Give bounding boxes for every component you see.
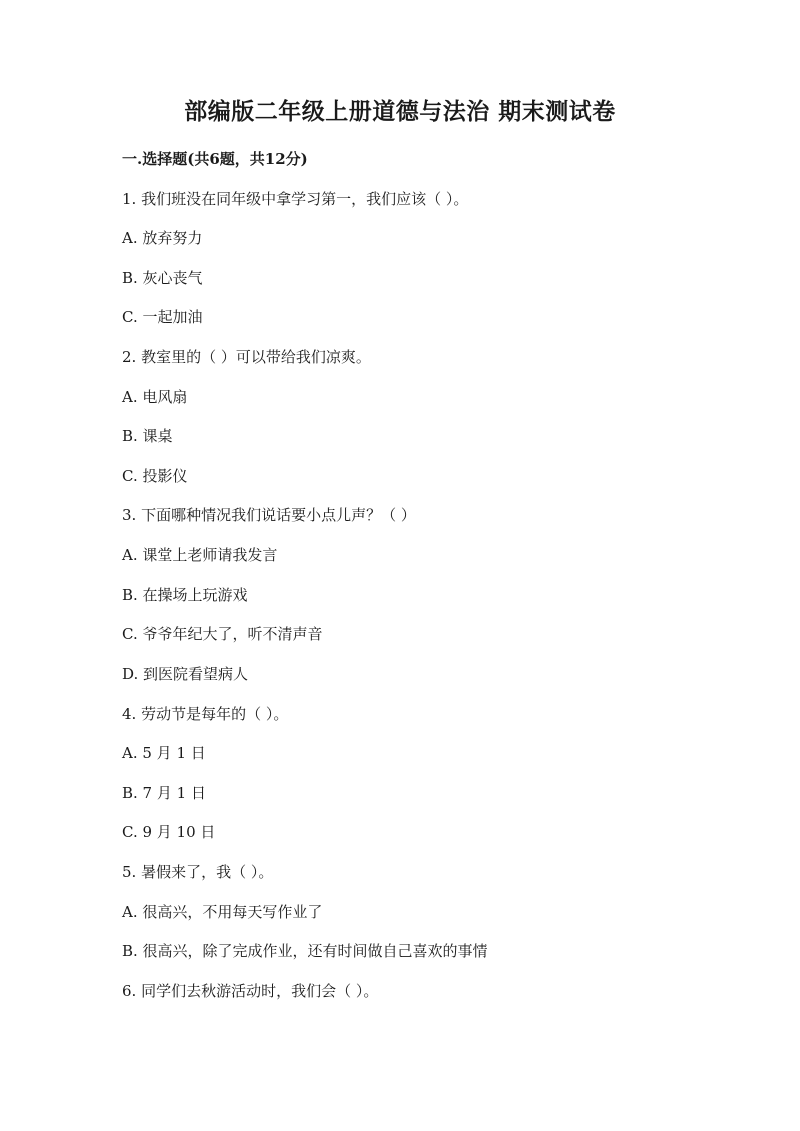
question-1: 1. 我们班没在同年级中拿学习第一，我们应该（ ）。 bbox=[122, 190, 469, 208]
option-line: C. 爷爷年纪大了，听不清声音 bbox=[122, 625, 323, 643]
option-line: D. 到医院看望病人 bbox=[122, 665, 249, 683]
option-line: A. 5 月 1 日 bbox=[122, 744, 206, 762]
section-heading: 一.选择题(共6题，共12分) bbox=[122, 150, 308, 168]
question-6: 6. 同学们去秋游活动时，我们会（ ）。 bbox=[122, 982, 379, 1000]
option-line: A. 课堂上老师请我发言 bbox=[122, 546, 278, 564]
option-line: C. 投影仪 bbox=[122, 467, 188, 485]
option-line: B. 在操场上玩游戏 bbox=[122, 586, 248, 604]
option-line: B. 7 月 1 日 bbox=[122, 784, 206, 802]
option-line: B. 灰心丧气 bbox=[122, 269, 203, 287]
option-line: C. 一起加油 bbox=[122, 308, 203, 326]
exam-title: 部编版二年级上册道德与法治 期末测试卷 bbox=[184, 98, 616, 125]
option-line: A. 电风扇 bbox=[122, 388, 188, 406]
question-3: 3. 下面哪种情况我们说话要小点儿声？（ ） bbox=[122, 506, 416, 524]
question-4: 4. 劳动节是每年的（ ）。 bbox=[122, 705, 289, 723]
option-line: A. 很高兴，不用每天写作业了 bbox=[122, 903, 323, 921]
question-2: 2. 教室里的（ ）可以带给我们凉爽。 bbox=[122, 348, 371, 366]
option-line: B. 课桌 bbox=[122, 427, 173, 445]
question-5: 5. 暑假来了，我（ ）。 bbox=[122, 863, 274, 881]
option-line: B. 很高兴，除了完成作业，还有时间做自己喜欢的事情 bbox=[122, 942, 488, 960]
option-line: A. 放弃努力 bbox=[122, 229, 203, 247]
option-line: C. 9 月 10 日 bbox=[122, 823, 216, 841]
